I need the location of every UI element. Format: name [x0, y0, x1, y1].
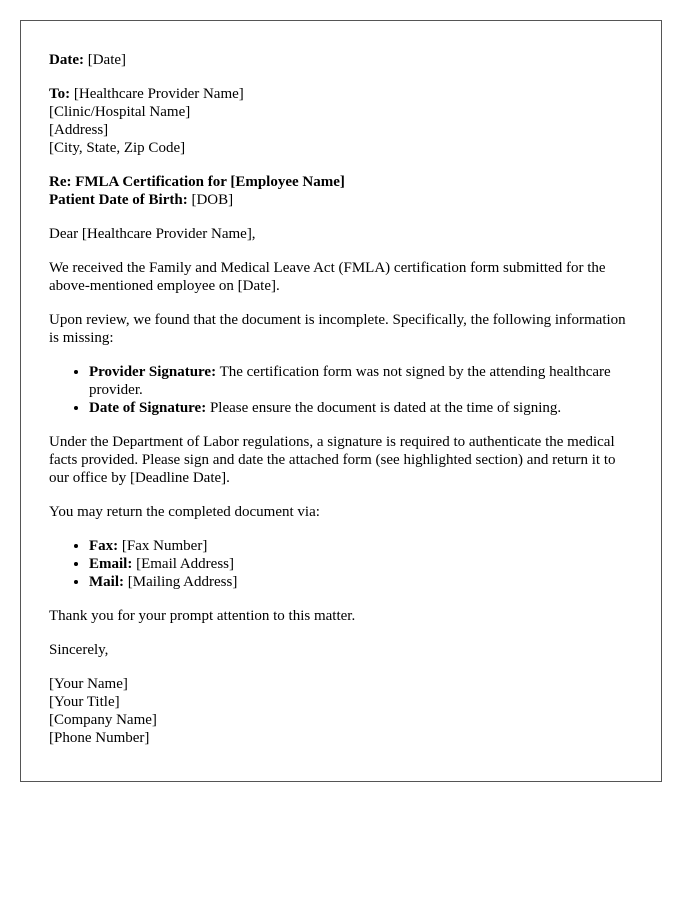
closing: Sincerely,	[49, 642, 109, 658]
letter-document	[20, 20, 662, 782]
patient-dob-value: [DOB]	[191, 192, 234, 208]
missing-item-label: Date of Signature:	[89, 400, 207, 416]
return-methods-list	[49, 537, 633, 591]
recipient-name-line	[49, 85, 633, 103]
missing-item	[89, 399, 633, 417]
signature-phone: [Phone Number]	[49, 730, 150, 746]
subject-block	[49, 173, 633, 209]
recipient-city: [City, State, Zip Code]	[49, 140, 186, 156]
missing-item-text: Please ensure the document is dated at the time of signing.	[209, 400, 562, 416]
patient-dob-line	[49, 191, 633, 209]
recipient-name: [Healthcare Provider Name]	[73, 86, 244, 102]
regulation-paragraph: Under the Department of Labor regulations, a signature is required to authenticate the medical facts provided. Please sign and date the attached form (see highlighted section) and return it to our office by [Deadline Date].	[49, 434, 616, 486]
recipient-address: [Address]	[49, 122, 109, 138]
recipient-label: To:	[49, 86, 71, 102]
return-method-value: [Email Address]	[136, 556, 234, 572]
missing-item-text: The certification form was not signed by the attending healthcare provider.	[89, 364, 611, 398]
missing-item-label: Provider Signature:	[89, 364, 217, 380]
signature-company: [Company Name]	[49, 712, 157, 728]
return-method-fax	[89, 537, 633, 555]
signature-block	[49, 675, 633, 747]
patient-dob-label: Patient Date of Birth:	[49, 192, 188, 208]
greeting: Dear [Healthcare Provider Name],	[49, 226, 256, 242]
review-paragraph: Upon review, we found that the document is incomplete. Specifically, the following information is missing:	[49, 312, 626, 346]
return-method-label: Mail:	[89, 574, 124, 590]
signature-title: [Your Title]	[49, 694, 120, 710]
return-intro-paragraph: You may return the completed document via:	[49, 504, 320, 520]
return-method-label: Email:	[89, 556, 133, 572]
intro-paragraph: We received the Family and Medical Leave Act (FMLA) certification form submitted for the above-mentioned employee on [Date].	[49, 260, 606, 294]
subject-re-line: Re: FMLA Certification for [Employee Name]	[49, 174, 345, 190]
recipient-clinic: [Clinic/Hospital Name]	[49, 104, 191, 120]
date-value: [Date]	[87, 52, 127, 68]
return-method-email	[89, 555, 633, 573]
return-method-label: Fax:	[89, 538, 119, 554]
date-line	[49, 51, 633, 69]
return-method-mail	[89, 573, 633, 591]
recipient-block	[49, 85, 633, 157]
date-label: Date:	[49, 52, 84, 68]
return-method-value: [Fax Number]	[121, 538, 208, 554]
signature-name: [Your Name]	[49, 676, 128, 692]
thanks-paragraph: Thank you for your prompt attention to this matter.	[49, 608, 356, 624]
missing-items-list	[49, 363, 633, 417]
return-method-value: [Mailing Address]	[127, 574, 238, 590]
missing-item	[89, 363, 633, 399]
